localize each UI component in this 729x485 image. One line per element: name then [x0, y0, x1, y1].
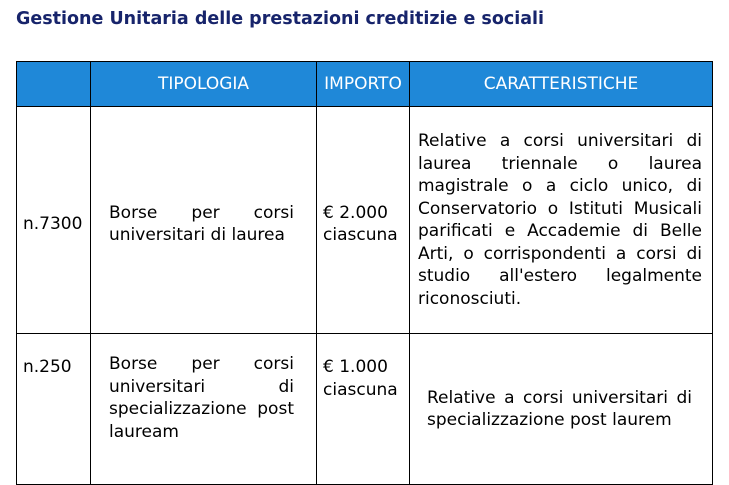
cell-caratteristiche: Relative a corsi universitari di laurea triennale o laurea magistrale o a ciclo unico, di Conservatorio o Istituti Musicali parificati e Accademie di Belle Arti, o corrispondenti a corsi di studio all'estero legalmente riconosciuti. — [410, 107, 713, 334]
table-header-row — [17, 62, 713, 107]
cell-importo: € 2.000 ciascuna — [317, 107, 410, 334]
cell-numero: n.250 — [17, 334, 91, 485]
cell-tipologia: Borse per corsi universitari di laurea — [91, 107, 317, 334]
table-row — [17, 334, 713, 485]
header-numero — [17, 62, 91, 107]
cell-tipologia: Borse per corsi universitari di specializzazione post lauream — [91, 334, 317, 485]
header-caratteristiche: CARATTERISTICHE — [410, 62, 713, 107]
page-title: Gestione Unitaria delle prestazioni creditizie e sociali — [16, 9, 545, 29]
table-row — [17, 107, 713, 334]
cell-importo: € 1.000 ciascuna — [317, 334, 410, 485]
header-importo: IMPORTO — [317, 62, 410, 107]
benefits-table — [16, 61, 713, 485]
cell-numero: n.7300 — [17, 107, 91, 334]
header-tipologia: TIPOLOGIA — [91, 62, 317, 107]
cell-caratteristiche: Relative a corsi universitari di specializzazione post laurem — [410, 334, 713, 485]
